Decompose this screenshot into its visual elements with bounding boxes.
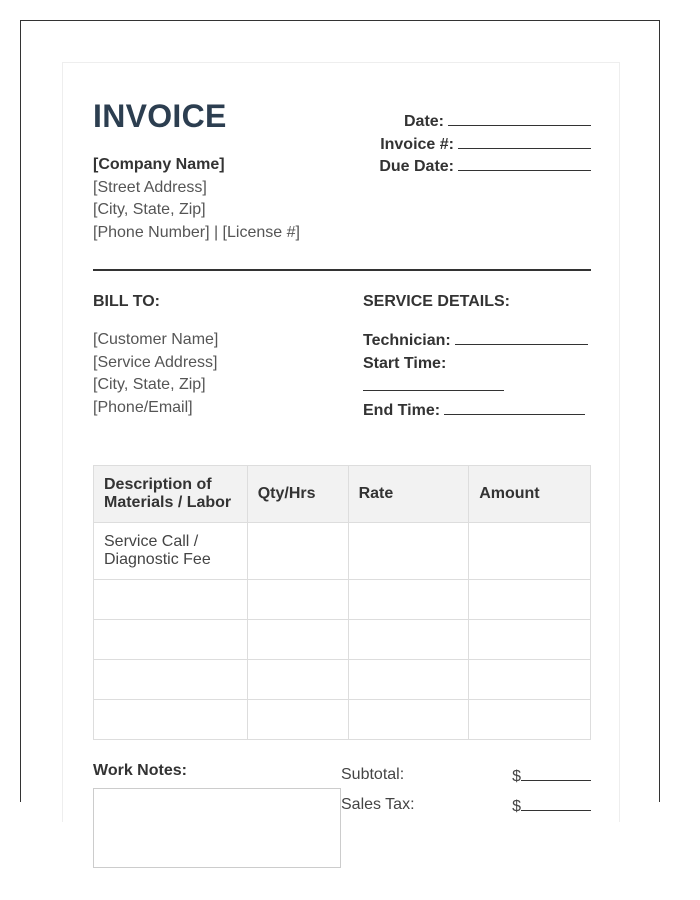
company-name: [Company Name] <box>93 156 225 173</box>
table-row <box>94 660 591 700</box>
customer-name: [Customer Name] <box>93 331 219 348</box>
company-street: [Street Address] <box>93 178 207 196</box>
invoice-number-row <box>331 133 591 156</box>
subtotal-row <box>341 765 591 795</box>
page-frame <box>20 20 660 815</box>
customer-city: [City, State, Zip] <box>93 376 206 393</box>
rate-cell[interactable] <box>348 580 469 620</box>
work-notes-heading: Work Notes: <box>93 762 187 779</box>
invoice-meta <box>331 110 591 178</box>
bill-to-heading: BILL TO: <box>93 293 160 310</box>
service-address: [Service Address] <box>93 353 218 371</box>
date-label: Date: <box>403 113 444 130</box>
rate-cell[interactable] <box>348 660 469 700</box>
bill-to-block <box>93 329 218 419</box>
description-cell[interactable] <box>94 700 248 740</box>
end-time-row <box>363 399 588 423</box>
subtotal-label: Subtotal: <box>341 766 405 783</box>
customer-contact: [Phone/Email] <box>93 398 193 416</box>
description-cell[interactable] <box>94 580 248 620</box>
technician-row <box>363 329 588 353</box>
company-block <box>93 154 300 244</box>
table-row <box>94 620 591 660</box>
start-time-field-row <box>363 375 588 399</box>
rate-cell[interactable] <box>348 700 469 740</box>
table-row <box>94 700 591 740</box>
amount-cell[interactable] <box>469 620 591 660</box>
rate-cell[interactable] <box>348 620 469 660</box>
description-cell[interactable] <box>94 620 248 660</box>
sales-tax-row <box>341 795 591 825</box>
date-field[interactable] <box>448 110 591 126</box>
column-header-description: Description of Materials / Labor <box>94 466 248 523</box>
header-divider <box>93 269 591 271</box>
service-details-block <box>363 329 588 422</box>
start-time-row <box>363 353 588 376</box>
totals-block <box>341 765 591 825</box>
company-contact: [Phone Number] | [License #] <box>93 223 300 241</box>
technician-field[interactable] <box>455 329 588 345</box>
sales-tax-value <box>512 795 591 817</box>
description-cell[interactable] <box>94 660 248 700</box>
qty-cell[interactable] <box>247 700 348 740</box>
subtotal-value <box>512 765 591 787</box>
start-time-label: Start Time: <box>363 354 447 372</box>
table-row <box>94 580 591 620</box>
due-date-label: Due Date: <box>379 158 454 175</box>
work-notes-input[interactable] <box>93 788 341 868</box>
sales-tax-field[interactable] <box>521 795 591 811</box>
qty-cell[interactable] <box>247 580 348 620</box>
end-time-field[interactable] <box>444 399 585 415</box>
column-header-rate: Rate <box>348 466 469 523</box>
date-row <box>331 110 591 133</box>
amount-cell[interactable] <box>469 700 591 740</box>
column-header-qty: Qty/Hrs <box>247 466 348 523</box>
invoice-number-label: Invoice #: <box>380 135 454 153</box>
amount-cell[interactable] <box>469 660 591 700</box>
description-cell[interactable]: Service Call / Diagnostic Fee <box>94 523 248 580</box>
technician-label: Technician: <box>363 332 451 349</box>
start-time-field[interactable] <box>363 375 504 391</box>
sales-tax-currency: $ <box>512 798 521 815</box>
qty-cell[interactable] <box>247 620 348 660</box>
amount-cell[interactable] <box>469 523 591 580</box>
service-details-heading: SERVICE DETAILS: <box>363 293 510 310</box>
company-city: [City, State, Zip] <box>93 201 206 218</box>
column-header-amount: Amount <box>469 466 591 523</box>
subtotal-field[interactable] <box>521 765 591 781</box>
invoice-title: INVOICE <box>93 98 227 134</box>
invoice-number-field[interactable] <box>458 133 591 149</box>
qty-cell[interactable] <box>247 523 348 580</box>
qty-cell[interactable] <box>247 660 348 700</box>
amount-cell[interactable] <box>469 580 591 620</box>
invoice-sheet <box>62 62 620 822</box>
subtotal-currency: $ <box>512 768 521 785</box>
table-row <box>94 523 591 580</box>
end-time-label: End Time: <box>363 401 441 419</box>
due-date-field[interactable] <box>458 155 591 171</box>
due-date-row <box>331 155 591 178</box>
rate-cell[interactable] <box>348 523 469 580</box>
line-items-table <box>93 465 591 740</box>
sales-tax-label: Sales Tax: <box>341 796 415 813</box>
table-header-row <box>94 466 591 523</box>
